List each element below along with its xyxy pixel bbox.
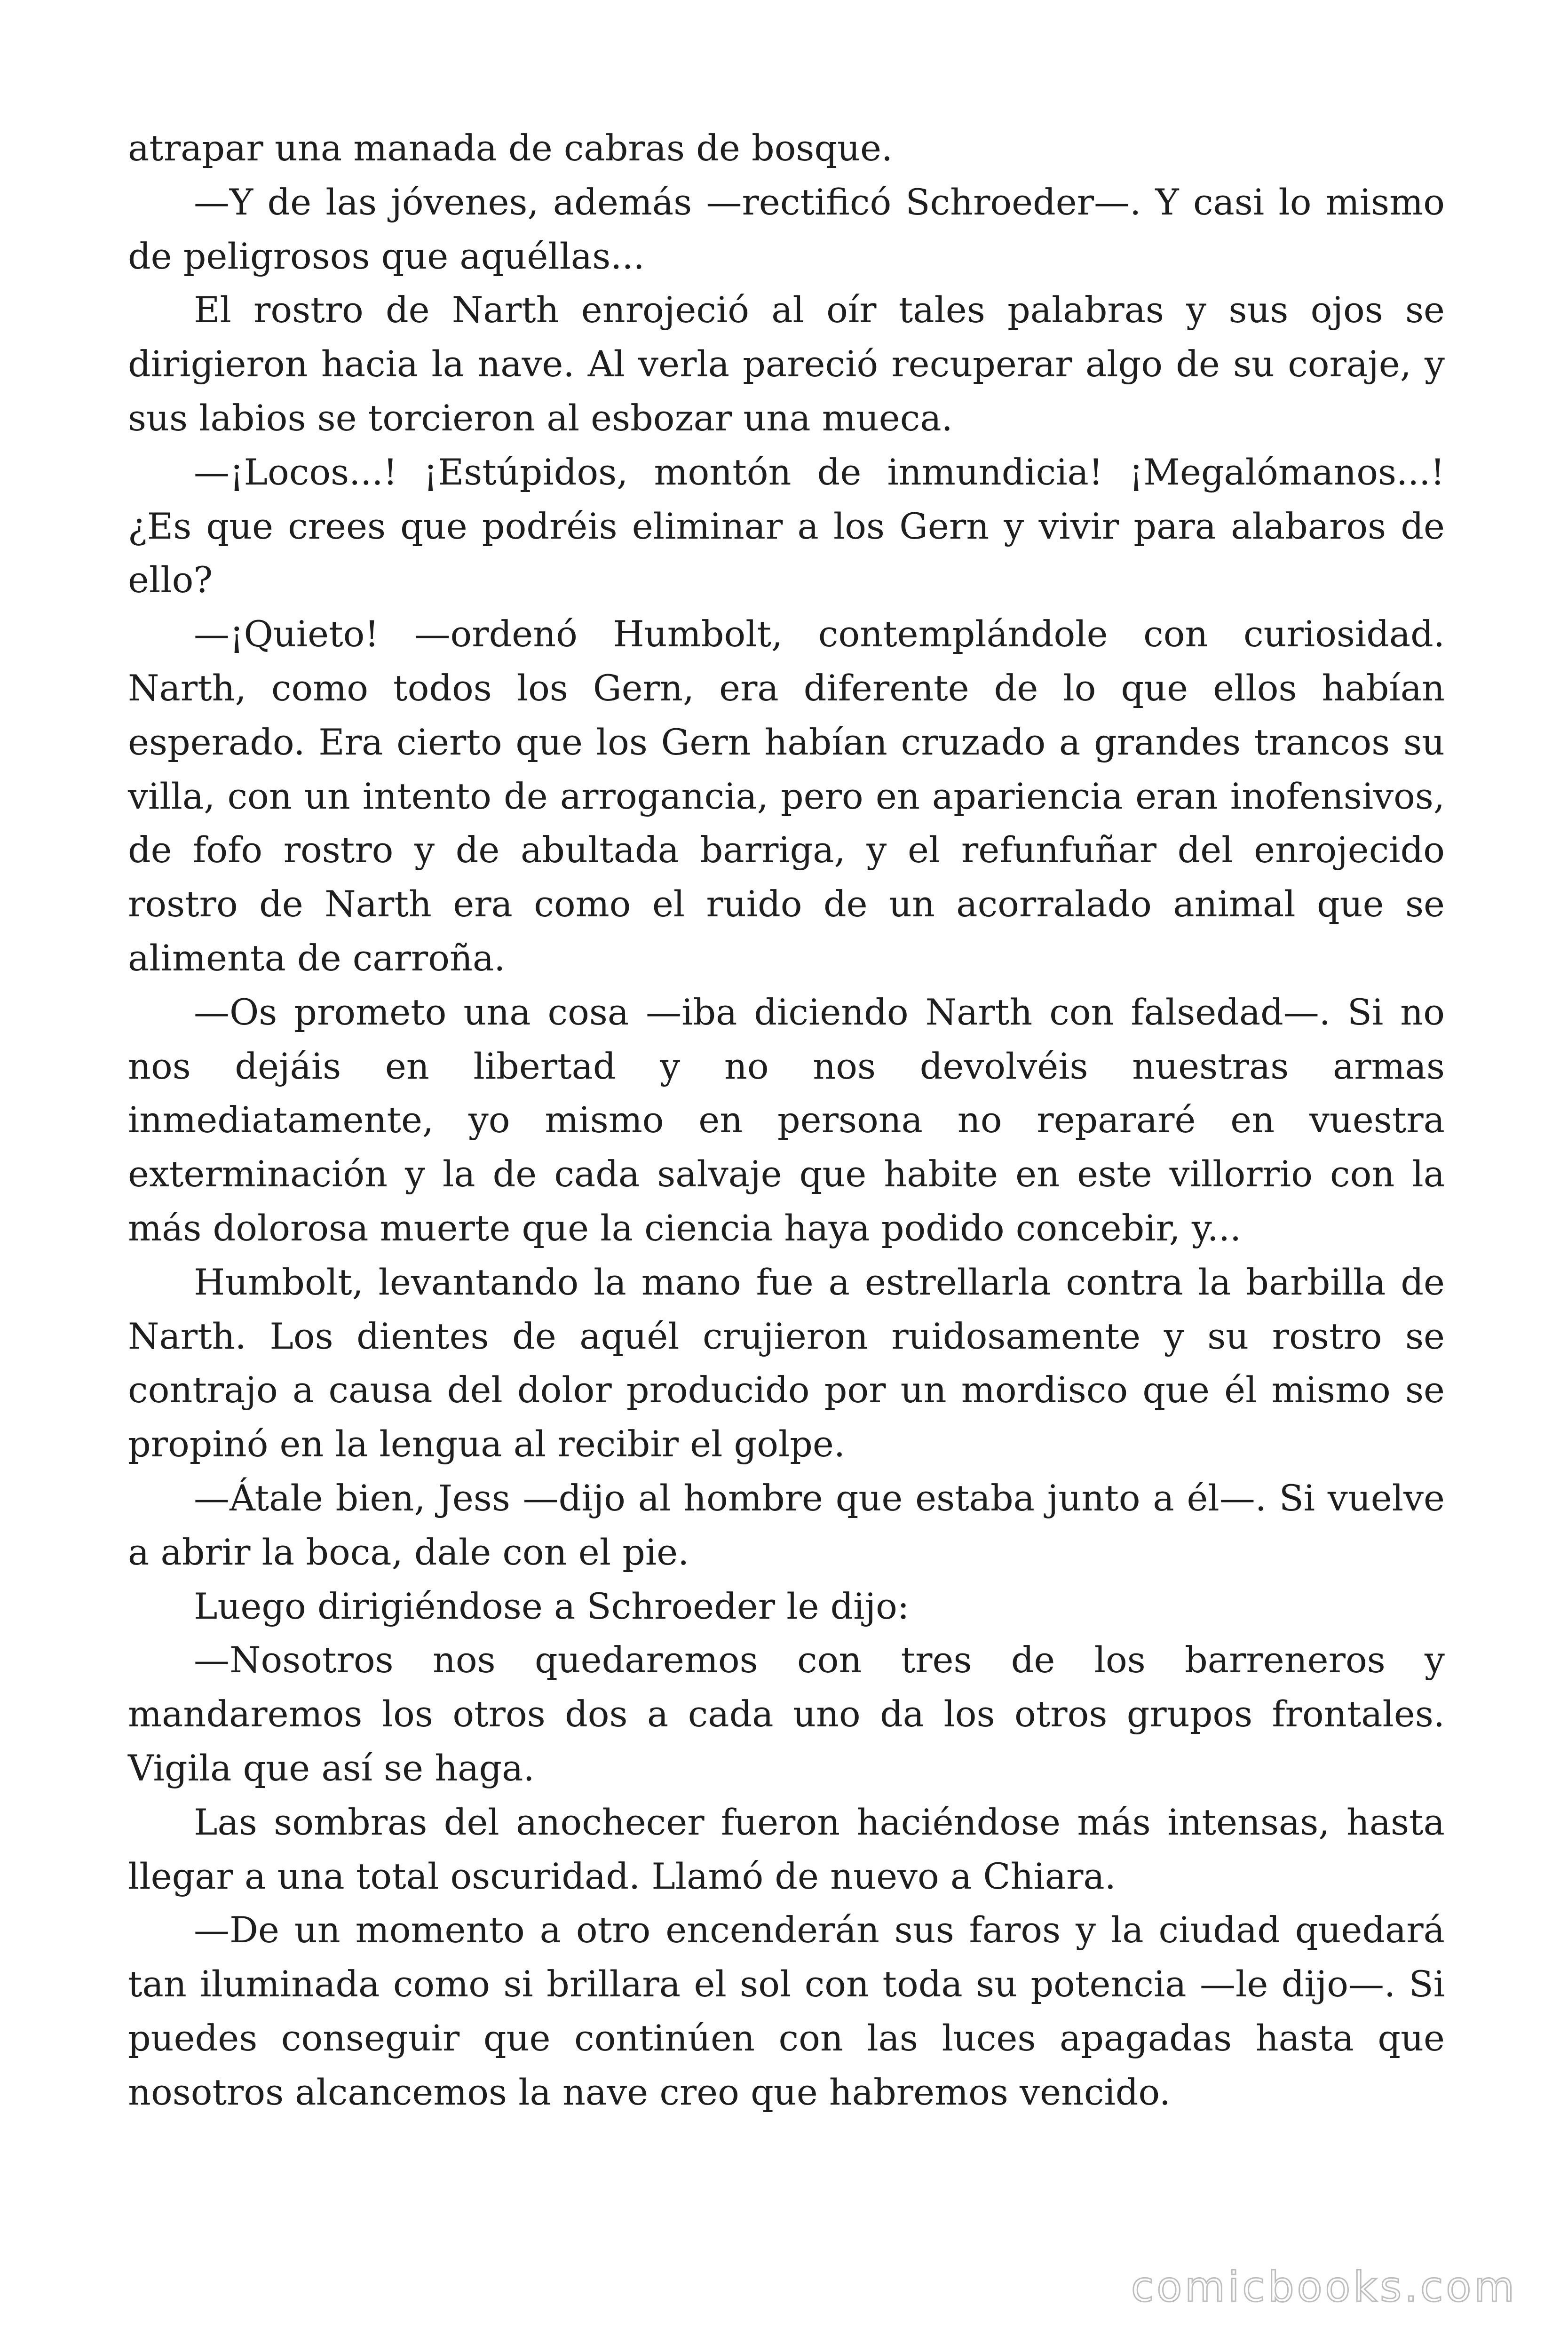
paragraph: El rostro de Narth enrojeció al oír tales palabras y sus ojos se dirigieron hacia la nave. Al verla pareció recuperar algo de su coraje, y sus labios se torcieron al esbozar una mueca.	[128, 289, 1445, 439]
paragraph: Humbolt, levantando la mano fue a estrellarla contra la barbilla de Narth. Los dientes de aquél crujieron ruidosamente y su rostro se contrajo a causa del dolor producido por un mordisco que él mismo se propinó en la lengua al recibir el golpe.	[128, 1261, 1445, 1465]
paragraph: Las sombras del anochecer fueron haciéndose más intensas, hasta llegar a una total oscuridad. Llamó de nuevo a Chiara.	[128, 1801, 1445, 1897]
paragraph: —Y de las jóvenes, además —rectificó Schroeder—. Y casi lo mismo de peligrosos que aquéllas...	[128, 181, 1445, 277]
paragraph: —¡Quieto! —ordenó Humbolt, contemplándole con curiosidad. Narth, como todos los Gern, era diferente de lo que ellos habían esperado. Era cierto que los Gern habían cruzado a grandes trancos su villa, con un intento de arrogancia, pero en apariencia eran inofensivos, de fofo rostro y de abultada barriga, y el refunfuñar del enrojecido rostro de Narth era como el ruido de un acorralado animal que se alimenta de carroña.	[128, 613, 1445, 979]
paragraph: atrapar una manada de cabras de bosque.	[128, 127, 893, 169]
paragraph: —De un momento a otro encenderán sus faros y la ciudad quedará tan iluminada como si brillara el sol con toda su potencia —le dijo—. Si puedes conseguir que continúen con las luces apagadas hasta que nosotros alcancemos la nave creo que habremos vencido.	[128, 1909, 1445, 2113]
watermark: comicbooks.com	[1131, 2263, 1517, 2311]
body-text	[128, 121, 1445, 2119]
paragraph: —Átale bien, Jess —dijo al hombre que estaba junto a él—. Si vuelve a abrir la boca, dale con el pie.	[128, 1477, 1445, 1573]
paragraph: —Os prometo una cosa —iba diciendo Narth con falsedad—. Si no nos dejáis en libertad y no nos devolvéis nuestras armas inmediatamente, yo mismo en persona no repararé en vuestra exterminación y la de cada salvaje que habite en este villorrio con la más dolorosa muerte que la ciencia haya podido concebir, y...	[128, 991, 1445, 1249]
paragraph: —¡Locos...! ¡Estúpidos, montón de inmundicia! ¡Megalómanos...! ¿Es que crees que podréis eliminar a los Gern y vivir para alabaros de ello?	[128, 451, 1445, 601]
paragraph: Luego dirigiéndose a Schroeder le dijo:	[194, 1585, 910, 1627]
paragraph: —Nosotros nos quedaremos con tres de los barreneros y mandaremos los otros dos a cada uno da los otros grupos frontales. Vigila que así se haga.	[128, 1639, 1445, 1789]
